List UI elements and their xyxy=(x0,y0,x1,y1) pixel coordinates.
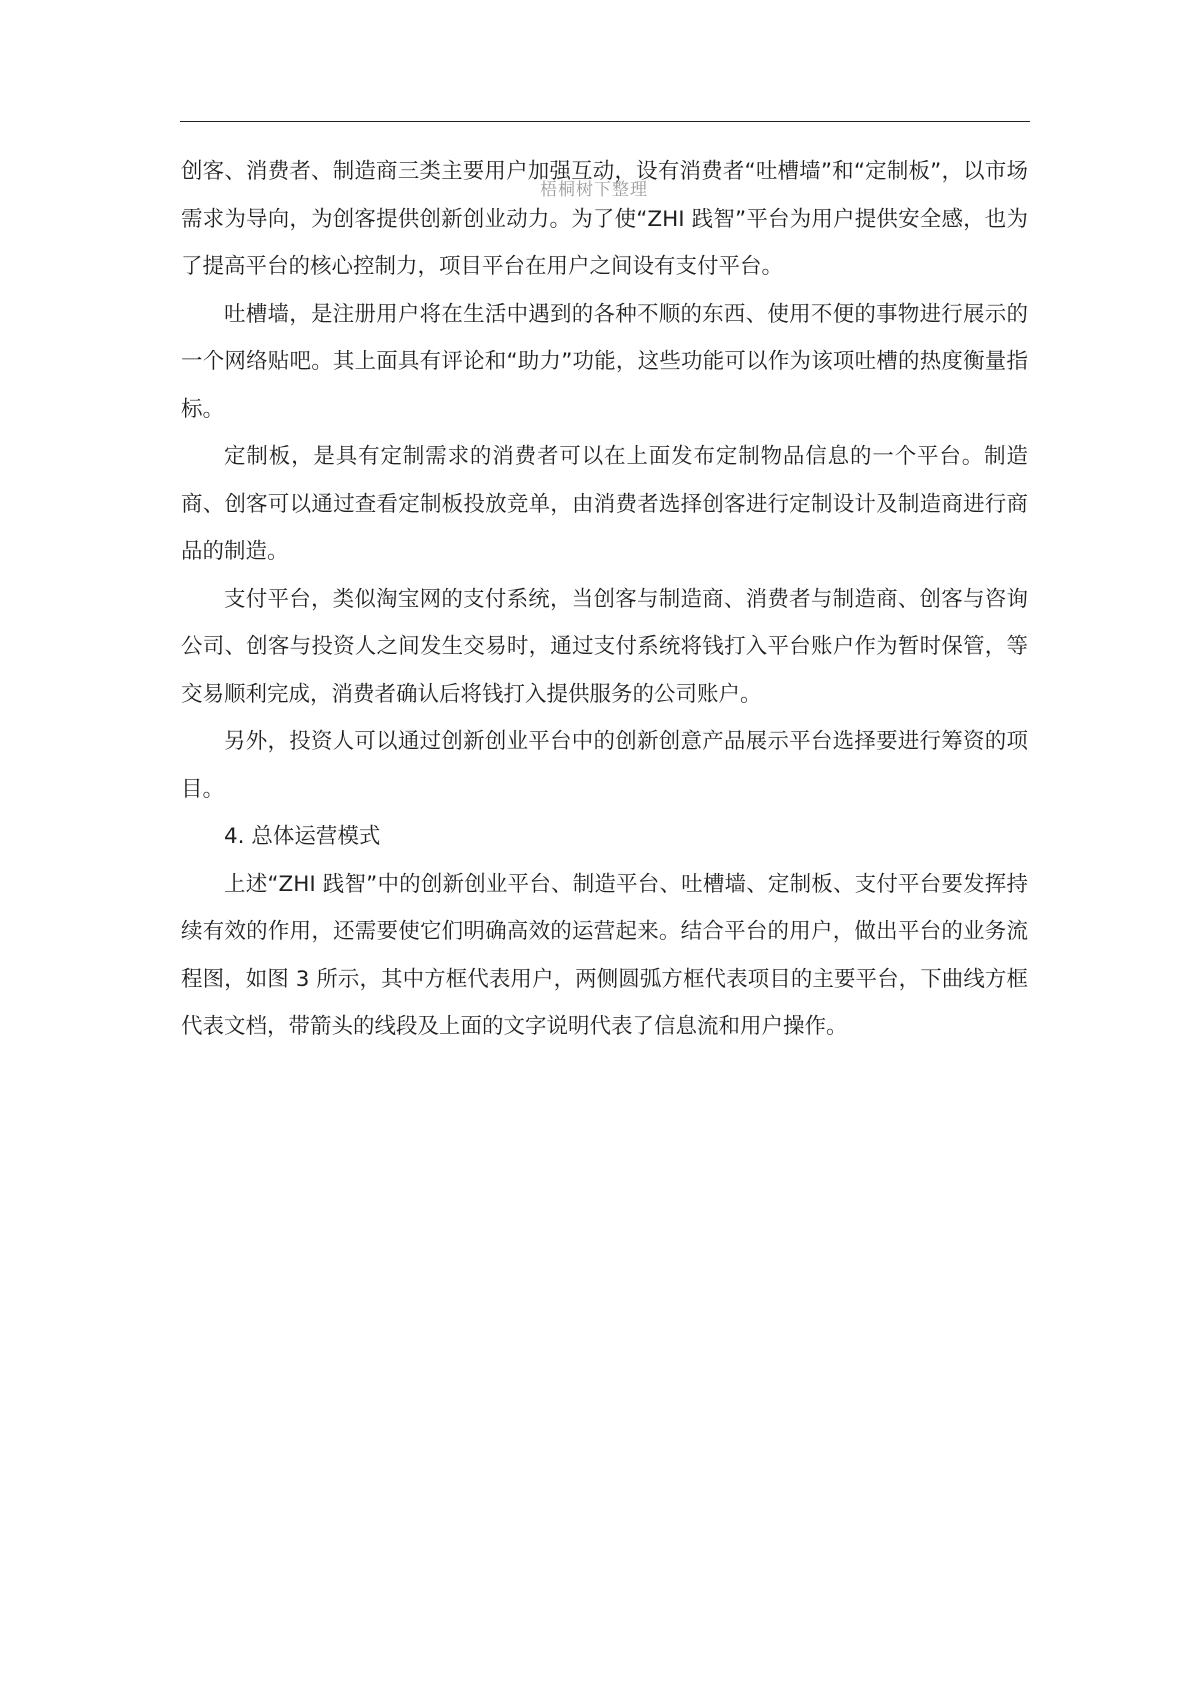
paragraph-continuation: 创客、消费者、制造商三类主要用户加强互动，设有消费者“吐槽墙”和“定制板”，以市场需求为导向，为创客提供创新创业动力。为了使“ZHI 践智”平台为用户提供安全感，也为了提高平台的核心控制力，项目平台在用户之间设有支付平台。 xyxy=(181,159,1028,279)
section-heading: 4. 总体运营模式 xyxy=(224,824,381,849)
paragraph-custom-board: 定制板，是具有定制需求的消费者可以在上面发布定制物品信息的一个平台。制造商、创客可以通过查看定制板投放竞单，由消费者选择创客进行定制设计及制造商进行商品的制造。 xyxy=(181,444,1028,564)
paragraph-complaint-wall: 吐槽墙，是注册用户将在生活中遇到的各种不顺的东西、使用不便的事物进行展示的一个网络贴吧。其上面具有评论和“助力”功能，这些功能可以作为该项吐槽的热度衡量指标。 xyxy=(181,301,1028,422)
paragraph-investors: 另外，投资人可以通过创新创业平台中的创新创意产品展示平台选择要进行筹资的项目。 xyxy=(181,729,1028,802)
header-rule xyxy=(180,121,1030,122)
paragraph-operation-mode: 上述“ZHI 践智”中的创新创业平台、制造平台、吐槽墙、定制板、支付平台要发挥持续有效的作用，还需要使它们明确高效的运营起来。结合平台的用户，做出平台的业务流程图，如图 3 所示，其中方框代表用户，两侧圆弧方框代表项目的主要平台，下曲线方框代表文档，带箭头的线段及上面的文字说明代表了信息流和用户操作。 xyxy=(181,871,1028,1039)
paragraph-payment-platform: 支付平台，类似淘宝网的支付系统，当创客与制造商、消费者与制造商、创客与咨询公司、创客与投资人之间发生交易时，通过支付系统将钱打入平台账户作为暂时保管，等交易顺利完成，消费者确认后将钱打入提供服务的公司账户。 xyxy=(181,586,1028,707)
document-body xyxy=(181,148,1028,1051)
watermark: 梧桐树下整理 xyxy=(540,180,648,200)
